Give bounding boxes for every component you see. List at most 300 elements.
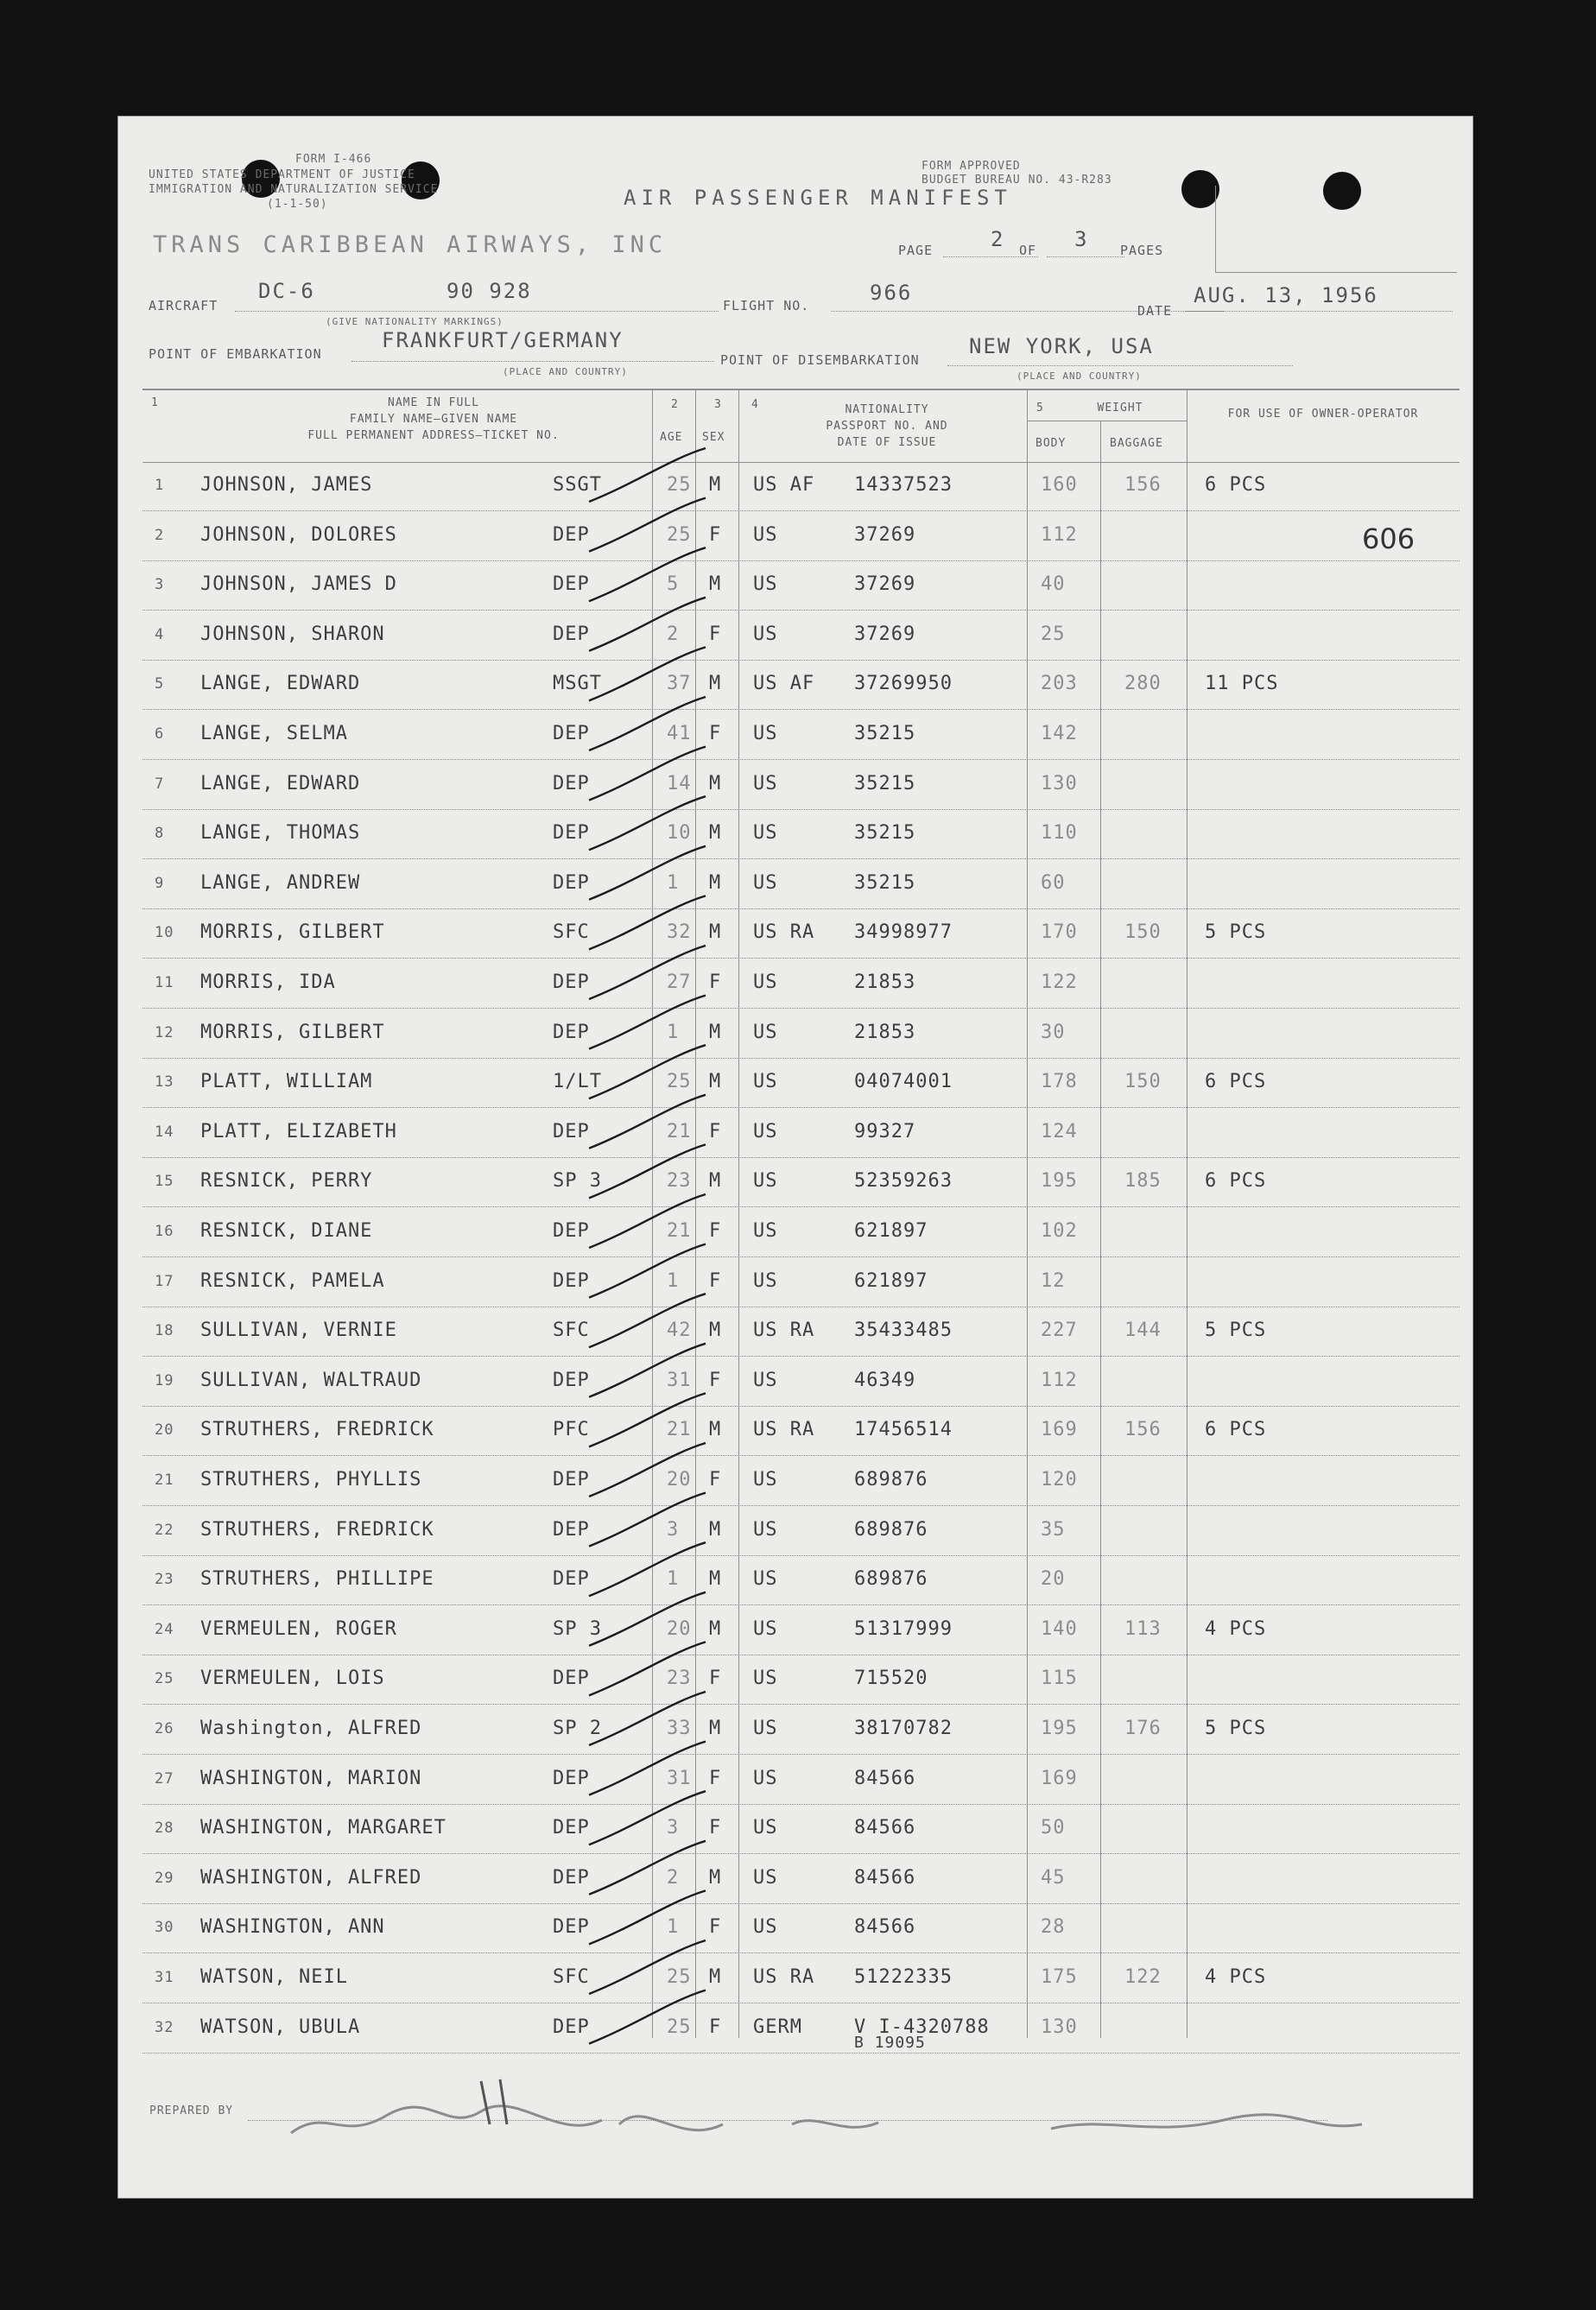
body-weight: 60	[1041, 871, 1066, 894]
aircraft-type: DC-6	[258, 279, 315, 303]
passenger-rank: DEP	[553, 772, 590, 794]
passenger-age: 20	[667, 1617, 692, 1640]
body-weight: 142	[1041, 723, 1078, 744]
col-sex-number: 3	[714, 398, 722, 411]
total-pages: 3	[1074, 227, 1089, 251]
col-nationality-line-2: PASSPORT NO. AND	[826, 420, 948, 433]
body-weight: 112	[1041, 523, 1078, 546]
passenger-name: RESNICK, PERRY	[200, 1170, 373, 1193]
passenger-age: 2	[667, 623, 680, 645]
passport-number: 52359263	[854, 1170, 953, 1193]
passenger-name: JOHNSON, JAMES D	[200, 573, 397, 596]
baggage-weight: 150	[1124, 921, 1162, 944]
passenger-age: 14	[667, 772, 692, 794]
baggage-pieces: 5 PCS	[1205, 921, 1267, 944]
passport-number: V I-4320788	[854, 2016, 990, 2038]
passenger-age: 5	[667, 573, 680, 596]
passenger-nationality: US RA	[753, 1320, 815, 1342]
passenger-rank: DEP	[553, 1518, 590, 1541]
passenger-sex: M	[709, 1021, 722, 1043]
passenger-sex: F	[709, 971, 722, 993]
passenger-sex: M	[709, 1617, 722, 1640]
row-number: 30	[155, 1919, 174, 1937]
check-mark	[589, 1990, 706, 2044]
baggage-weight: 280	[1124, 673, 1162, 695]
embarkation-hint: (GIVE NATIONALITY MARKINGS)	[326, 316, 504, 327]
col-number-name: 1	[151, 396, 159, 409]
body-weight: 227	[1041, 1320, 1078, 1342]
passenger-name: WASHINGTON, MARGARET	[200, 1817, 446, 1839]
body-weight: 175	[1041, 1966, 1078, 1988]
passenger-nationality: GERM	[753, 2016, 802, 2038]
row-number: 12	[155, 1023, 174, 1041]
passenger-sex: M	[709, 1568, 722, 1591]
agency-line-2: IMMIGRATION AND NATURALIZATION SERVICE	[149, 183, 439, 196]
passenger-name: LANGE, ANDREW	[200, 871, 361, 894]
passenger-name: STRUTHERS, PHILLIPE	[200, 1568, 434, 1591]
body-weight: 170	[1041, 921, 1078, 944]
passenger-rank: SP 2	[553, 1718, 602, 1739]
passenger-sex: M	[709, 1518, 722, 1541]
row-number: 21	[155, 1471, 174, 1489]
passport-number: 715520	[854, 1668, 928, 1690]
body-weight: 40	[1041, 573, 1066, 596]
body-weight: 195	[1041, 1718, 1078, 1739]
passenger-sex: F	[709, 1220, 722, 1242]
row-number: 19	[155, 1371, 174, 1389]
embarkation-place-hint: (PLACE AND COUNTRY)	[503, 366, 628, 377]
passenger-age: 2	[667, 1866, 680, 1889]
passenger-age: 25	[667, 474, 692, 496]
passenger-age: 27	[667, 971, 692, 993]
passenger-name: MORRIS, GILBERT	[200, 921, 385, 944]
passport-number: 621897	[854, 1220, 928, 1242]
row-number: 28	[155, 1820, 174, 1838]
body-weight: 122	[1041, 971, 1078, 993]
passenger-sex: F	[709, 1817, 722, 1839]
passport-number: 38170782	[854, 1718, 953, 1739]
baggage-weight: 156	[1124, 474, 1162, 496]
page-label: PAGE	[898, 243, 934, 258]
row-number: 14	[155, 1123, 174, 1141]
passenger-age: 21	[667, 1419, 692, 1441]
passenger-nationality: US	[753, 573, 778, 596]
check-mark	[589, 996, 706, 1049]
check-mark	[589, 1493, 706, 1547]
passenger-rank: DEP	[553, 1021, 590, 1043]
passenger-nationality: US	[753, 772, 778, 794]
passenger-nationality: US	[753, 723, 778, 744]
passport-number: 84566	[854, 1866, 916, 1889]
passenger-name: WASHINGTON, ANN	[200, 1916, 385, 1939]
passenger-name: WATSON, UBULA	[200, 2016, 361, 2038]
pages-label: PAGES	[1120, 243, 1164, 258]
check-mark	[589, 1592, 706, 1646]
passenger-sex: M	[709, 1320, 722, 1342]
form-number: FORM I-466	[295, 153, 372, 166]
passenger-nationality: US	[753, 1120, 778, 1142]
row-number: 23	[155, 1571, 174, 1589]
check-mark	[589, 1344, 706, 1397]
passenger-age: 23	[667, 1668, 692, 1690]
aircraft-registration: 90 928	[446, 279, 532, 303]
approval-line-2: BUDGET BUREAU NO. 43-R283	[922, 174, 1112, 187]
check-mark	[589, 1294, 706, 1347]
row-number: 31	[155, 1969, 174, 1986]
passenger-age: 20	[667, 1469, 692, 1490]
passenger-name: STRUTHERS, PHYLLIS	[200, 1469, 422, 1490]
passenger-nationality: US	[753, 1170, 778, 1193]
check-mark	[589, 1791, 706, 1845]
passenger-sex: F	[709, 1120, 722, 1142]
passenger-sex: M	[709, 1866, 722, 1889]
row-number: 15	[155, 1173, 174, 1191]
stamp-number: 606	[1362, 522, 1416, 555]
prepared-by-label: PREPARED BY	[149, 2104, 234, 2117]
passport-number: 04074001	[854, 1071, 953, 1093]
check-mark	[589, 547, 706, 601]
baggage-pieces: 4 PCS	[1205, 1617, 1267, 1640]
check-mark	[589, 1542, 706, 1596]
passport-number: 37269	[854, 573, 916, 596]
passenger-nationality: US RA	[753, 1419, 815, 1441]
agency-line-3: (1-1-50)	[267, 198, 328, 211]
col-name-line-1: NAME IN FULL	[388, 396, 479, 409]
row-number: 11	[155, 974, 174, 991]
col-age-number: 2	[671, 398, 679, 411]
passenger-nationality: US	[753, 1369, 778, 1391]
passenger-rank: SP 3	[553, 1617, 602, 1640]
passenger-rank: MSGT	[553, 673, 602, 695]
col-nationality-line-3: DATE OF ISSUE	[837, 436, 937, 449]
col-owner-operator: FOR USE OF OWNER-OPERATOR	[1227, 408, 1419, 421]
passenger-rank: DEP	[553, 623, 590, 645]
baggage-pieces: 6 PCS	[1205, 1071, 1267, 1093]
passenger-name: WASHINGTON, MARION	[200, 1767, 422, 1789]
passenger-sex: M	[709, 1419, 722, 1441]
passenger-nationality: US	[753, 1767, 778, 1789]
check-mark	[589, 946, 706, 999]
body-weight: 120	[1041, 1469, 1078, 1490]
passenger-age: 32	[667, 921, 692, 944]
of-label: OF	[1019, 243, 1037, 258]
row-number: 1	[155, 477, 165, 494]
airline-name: TRANS CARIBBEAN AIRWAYS, INC	[153, 231, 668, 258]
approval-line-1: FORM APPROVED	[922, 160, 1021, 173]
passenger-rank: PFC	[553, 1419, 590, 1441]
passenger-nationality: US AF	[753, 474, 815, 496]
check-mark	[589, 1144, 706, 1198]
passport-number: 689876	[854, 1568, 928, 1591]
passenger-rank: DEP	[553, 1469, 590, 1490]
passenger-name: SULLIVAN, WALTRAUD	[200, 1369, 422, 1391]
passenger-sex: M	[709, 573, 722, 596]
row-number: 4	[155, 625, 165, 643]
row-number: 29	[155, 1869, 174, 1887]
passenger-sex: M	[709, 673, 722, 695]
passenger-nationality: US	[753, 1916, 778, 1939]
check-mark	[589, 1443, 706, 1497]
passenger-name: SULLIVAN, VERNIE	[200, 1320, 397, 1342]
passport-number: 46349	[854, 1369, 916, 1391]
passenger-sex: M	[709, 1966, 722, 1988]
passenger-nationality: US	[753, 623, 778, 645]
passport-number: 35433485	[854, 1320, 953, 1342]
baggage-weight: 176	[1124, 1718, 1162, 1739]
body-weight: 130	[1041, 2016, 1078, 2038]
flight-number: 966	[870, 281, 913, 305]
passenger-age: 33	[667, 1718, 692, 1739]
flight-label: FLIGHT NO.	[723, 298, 810, 313]
passenger-age: 21	[667, 1120, 692, 1142]
body-weight: 140	[1041, 1617, 1078, 1640]
passenger-age: 42	[667, 1320, 692, 1342]
check-mark	[589, 1742, 706, 1795]
col-weight-body: BODY	[1036, 437, 1067, 450]
passenger-sex: F	[709, 1269, 722, 1292]
passenger-name: WASHINGTON, ALFRED	[200, 1866, 422, 1889]
passenger-rank: DEP	[553, 1220, 590, 1242]
passenger-rank: DEP	[553, 1120, 590, 1142]
baggage-weight: 150	[1124, 1071, 1162, 1093]
passenger-name: VERMEULEN, ROGER	[200, 1617, 397, 1640]
col-weight-header: WEIGHT	[1097, 402, 1143, 415]
baggage-weight: 144	[1124, 1320, 1162, 1342]
page-number: 2	[991, 227, 1005, 251]
check-mark	[589, 896, 706, 949]
passenger-rank: SFC	[553, 1966, 590, 1988]
passport-number: 689876	[854, 1518, 928, 1541]
passenger-rank: SP 3	[553, 1170, 602, 1193]
body-weight: 124	[1041, 1120, 1078, 1142]
col-nationality-number: 4	[751, 398, 759, 411]
passenger-name: Washington, ALFRED	[200, 1718, 422, 1739]
passenger-sex: M	[709, 772, 722, 794]
row-number: 13	[155, 1073, 174, 1092]
passenger-age: 1	[667, 1916, 680, 1939]
passenger-name: RESNICK, PAMELA	[200, 1269, 385, 1292]
baggage-pieces: 6 PCS	[1205, 474, 1267, 496]
passenger-rank: DEP	[553, 1369, 590, 1391]
passenger-sex: F	[709, 1916, 722, 1939]
document-title: AIR PASSENGER MANIFEST	[624, 186, 1012, 210]
passport-number: 99327	[854, 1120, 916, 1142]
passport-number: 37269	[854, 623, 916, 645]
passenger-name: PLATT, WILLIAM	[200, 1071, 373, 1093]
passenger-rank: DEP	[553, 523, 590, 546]
passenger-nationality: US	[753, 1718, 778, 1739]
passport-number: 35215	[854, 772, 916, 794]
passenger-sex: M	[709, 921, 722, 944]
passenger-age: 3	[667, 1817, 680, 1839]
passenger-age: 31	[667, 1767, 692, 1789]
passenger-sex: F	[709, 2016, 722, 2038]
passport-number: 35215	[854, 723, 916, 744]
col-age-header: AGE	[660, 431, 683, 444]
passenger-nationality: US	[753, 1568, 778, 1591]
disembarkation-place-hint: (PLACE AND COUNTRY)	[1016, 370, 1142, 382]
passenger-nationality: US	[753, 1518, 778, 1541]
row-number: 20	[155, 1421, 174, 1440]
row-number: 25	[155, 1670, 174, 1688]
signature-scribble	[274, 2073, 1396, 2159]
check-marks	[118, 117, 1472, 2198]
passenger-rank: DEP	[553, 871, 590, 894]
embarkation-label: POINT OF EMBARKATION	[149, 346, 322, 362]
passport-number: 84566	[854, 1817, 916, 1839]
col-nationality-line-1: NATIONALITY	[845, 403, 929, 416]
check-mark	[589, 1095, 706, 1149]
passenger-nationality: US AF	[753, 673, 815, 695]
agency-line-1: UNITED STATES DEPARTMENT OF JUSTICE	[149, 168, 415, 181]
passenger-sex: F	[709, 1469, 722, 1490]
manifest-sheet	[118, 117, 1472, 2198]
passport-number: 21853	[854, 971, 916, 993]
row-number: 5	[155, 675, 165, 693]
passenger-age: 25	[667, 523, 692, 546]
body-weight: 178	[1041, 1071, 1078, 1093]
passenger-rank: DEP	[553, 723, 590, 744]
passenger-sex: M	[709, 1718, 722, 1739]
passenger-nationality: US	[753, 871, 778, 894]
body-weight: 35	[1041, 1518, 1066, 1541]
passenger-sex: F	[709, 723, 722, 744]
row-number: 32	[155, 2018, 174, 2036]
passenger-rank: DEP	[553, 1866, 590, 1889]
passenger-name: MORRIS, GILBERT	[200, 1021, 385, 1043]
passenger-age: 25	[667, 1071, 692, 1093]
passenger-name: JOHNSON, SHARON	[200, 623, 385, 645]
passenger-rank: DEP	[553, 971, 590, 993]
body-weight: 195	[1041, 1170, 1078, 1193]
passenger-age: 10	[667, 822, 692, 845]
body-weight: 169	[1041, 1767, 1078, 1789]
passenger-rank: DEP	[553, 573, 590, 596]
body-weight: 112	[1041, 1369, 1078, 1391]
passenger-name: PLATT, ELIZABETH	[200, 1120, 397, 1142]
passenger-nationality: US	[753, 1469, 778, 1490]
row-number: 6	[155, 725, 165, 743]
embarkation-point: FRANKFURT/GERMANY	[382, 328, 624, 352]
row-number: 2	[155, 526, 165, 544]
baggage-pieces: 5 PCS	[1205, 1718, 1267, 1739]
col-weight-number: 5	[1036, 402, 1044, 415]
baggage-pieces: 6 PCS	[1205, 1170, 1267, 1193]
passenger-rank: DEP	[553, 1767, 590, 1789]
check-mark	[589, 1244, 706, 1298]
passport-number: 21853	[854, 1021, 916, 1043]
check-mark	[589, 598, 706, 651]
body-weight: 110	[1041, 822, 1078, 845]
passenger-name: MORRIS, IDA	[200, 971, 336, 993]
row-number: 9	[155, 874, 165, 892]
passenger-age: 3	[667, 1518, 680, 1541]
col-name-line-3: FULL PERMANENT ADDRESS—TICKET NO.	[307, 429, 560, 442]
body-weight: 50	[1041, 1817, 1066, 1839]
passenger-name: JOHNSON, DOLORES	[200, 523, 397, 546]
row-number: 18	[155, 1322, 174, 1340]
body-weight: 20	[1041, 1568, 1066, 1591]
passenger-sex: F	[709, 623, 722, 645]
check-mark	[589, 1393, 706, 1446]
passenger-age: 25	[667, 2016, 692, 2038]
check-mark	[589, 647, 706, 700]
body-weight: 203	[1041, 673, 1078, 695]
passport-number: 84566	[854, 1767, 916, 1789]
body-weight: 169	[1041, 1419, 1078, 1441]
passenger-sex: M	[709, 474, 722, 496]
check-mark	[589, 1841, 706, 1895]
check-mark	[589, 747, 706, 801]
body-weight: 102	[1041, 1220, 1078, 1242]
baggage-weight: 122	[1124, 1966, 1162, 1988]
baggage-pieces: 11 PCS	[1205, 673, 1279, 695]
passenger-rank: DEP	[553, 1269, 590, 1292]
passenger-nationality: US	[753, 1617, 778, 1640]
passenger-rank: SFC	[553, 1320, 590, 1342]
passport-number: 689876	[854, 1469, 928, 1490]
passenger-nationality: US	[753, 1021, 778, 1043]
check-mark	[589, 1940, 706, 1994]
passenger-nationality: US	[753, 1071, 778, 1093]
check-mark	[589, 1692, 706, 1745]
baggage-pieces: 4 PCS	[1205, 1966, 1267, 1988]
body-weight: 25	[1041, 623, 1066, 645]
passport-number: 51317999	[854, 1617, 953, 1640]
passenger-nationality: US	[753, 1866, 778, 1889]
passenger-age: 1	[667, 871, 680, 894]
row-number: 3	[155, 576, 165, 594]
passenger-age: 23	[667, 1170, 692, 1193]
col-sex-header: SEX	[702, 431, 725, 444]
passenger-name: LANGE, EDWARD	[200, 673, 361, 695]
passenger-rank: DEP	[553, 1568, 590, 1591]
flight-date: AUG. 13, 1956	[1194, 283, 1378, 307]
body-weight: 160	[1041, 474, 1078, 496]
check-mark	[589, 498, 706, 552]
body-weight: 12	[1041, 1269, 1066, 1292]
passenger-rank: DEP	[553, 1916, 590, 1939]
check-mark	[589, 1642, 706, 1695]
passenger-age: 1	[667, 1021, 680, 1043]
check-mark	[589, 697, 706, 750]
passport-issue-line: B 19095	[854, 2033, 926, 2052]
check-mark	[589, 1890, 706, 1944]
passport-number: 14337523	[854, 474, 953, 496]
row-number: 27	[155, 1769, 174, 1788]
passport-number: 37269	[854, 523, 916, 546]
body-weight: 130	[1041, 772, 1078, 794]
col-weight-baggage: BAGGAGE	[1110, 437, 1163, 450]
passenger-nationality: US	[753, 1220, 778, 1242]
passenger-name: JOHNSON, JAMES	[200, 474, 373, 496]
body-weight: 115	[1041, 1668, 1078, 1690]
row-number: 10	[155, 924, 174, 942]
disembarkation-point: NEW YORK, USA	[969, 334, 1154, 358]
passport-number: 621897	[854, 1269, 928, 1292]
passport-number: 37269950	[854, 673, 953, 695]
passenger-nationality: US RA	[753, 1966, 815, 1988]
baggage-weight: 185	[1124, 1170, 1162, 1193]
row-number: 22	[155, 1521, 174, 1539]
check-mark	[589, 1045, 706, 1098]
row-number: 17	[155, 1272, 174, 1290]
passenger-rank: DEP	[553, 2016, 590, 2038]
passenger-age: 37	[667, 673, 692, 695]
date-label: DATE	[1137, 303, 1173, 319]
baggage-weight: 113	[1124, 1617, 1162, 1640]
passenger-rank: SSGT	[553, 474, 602, 496]
